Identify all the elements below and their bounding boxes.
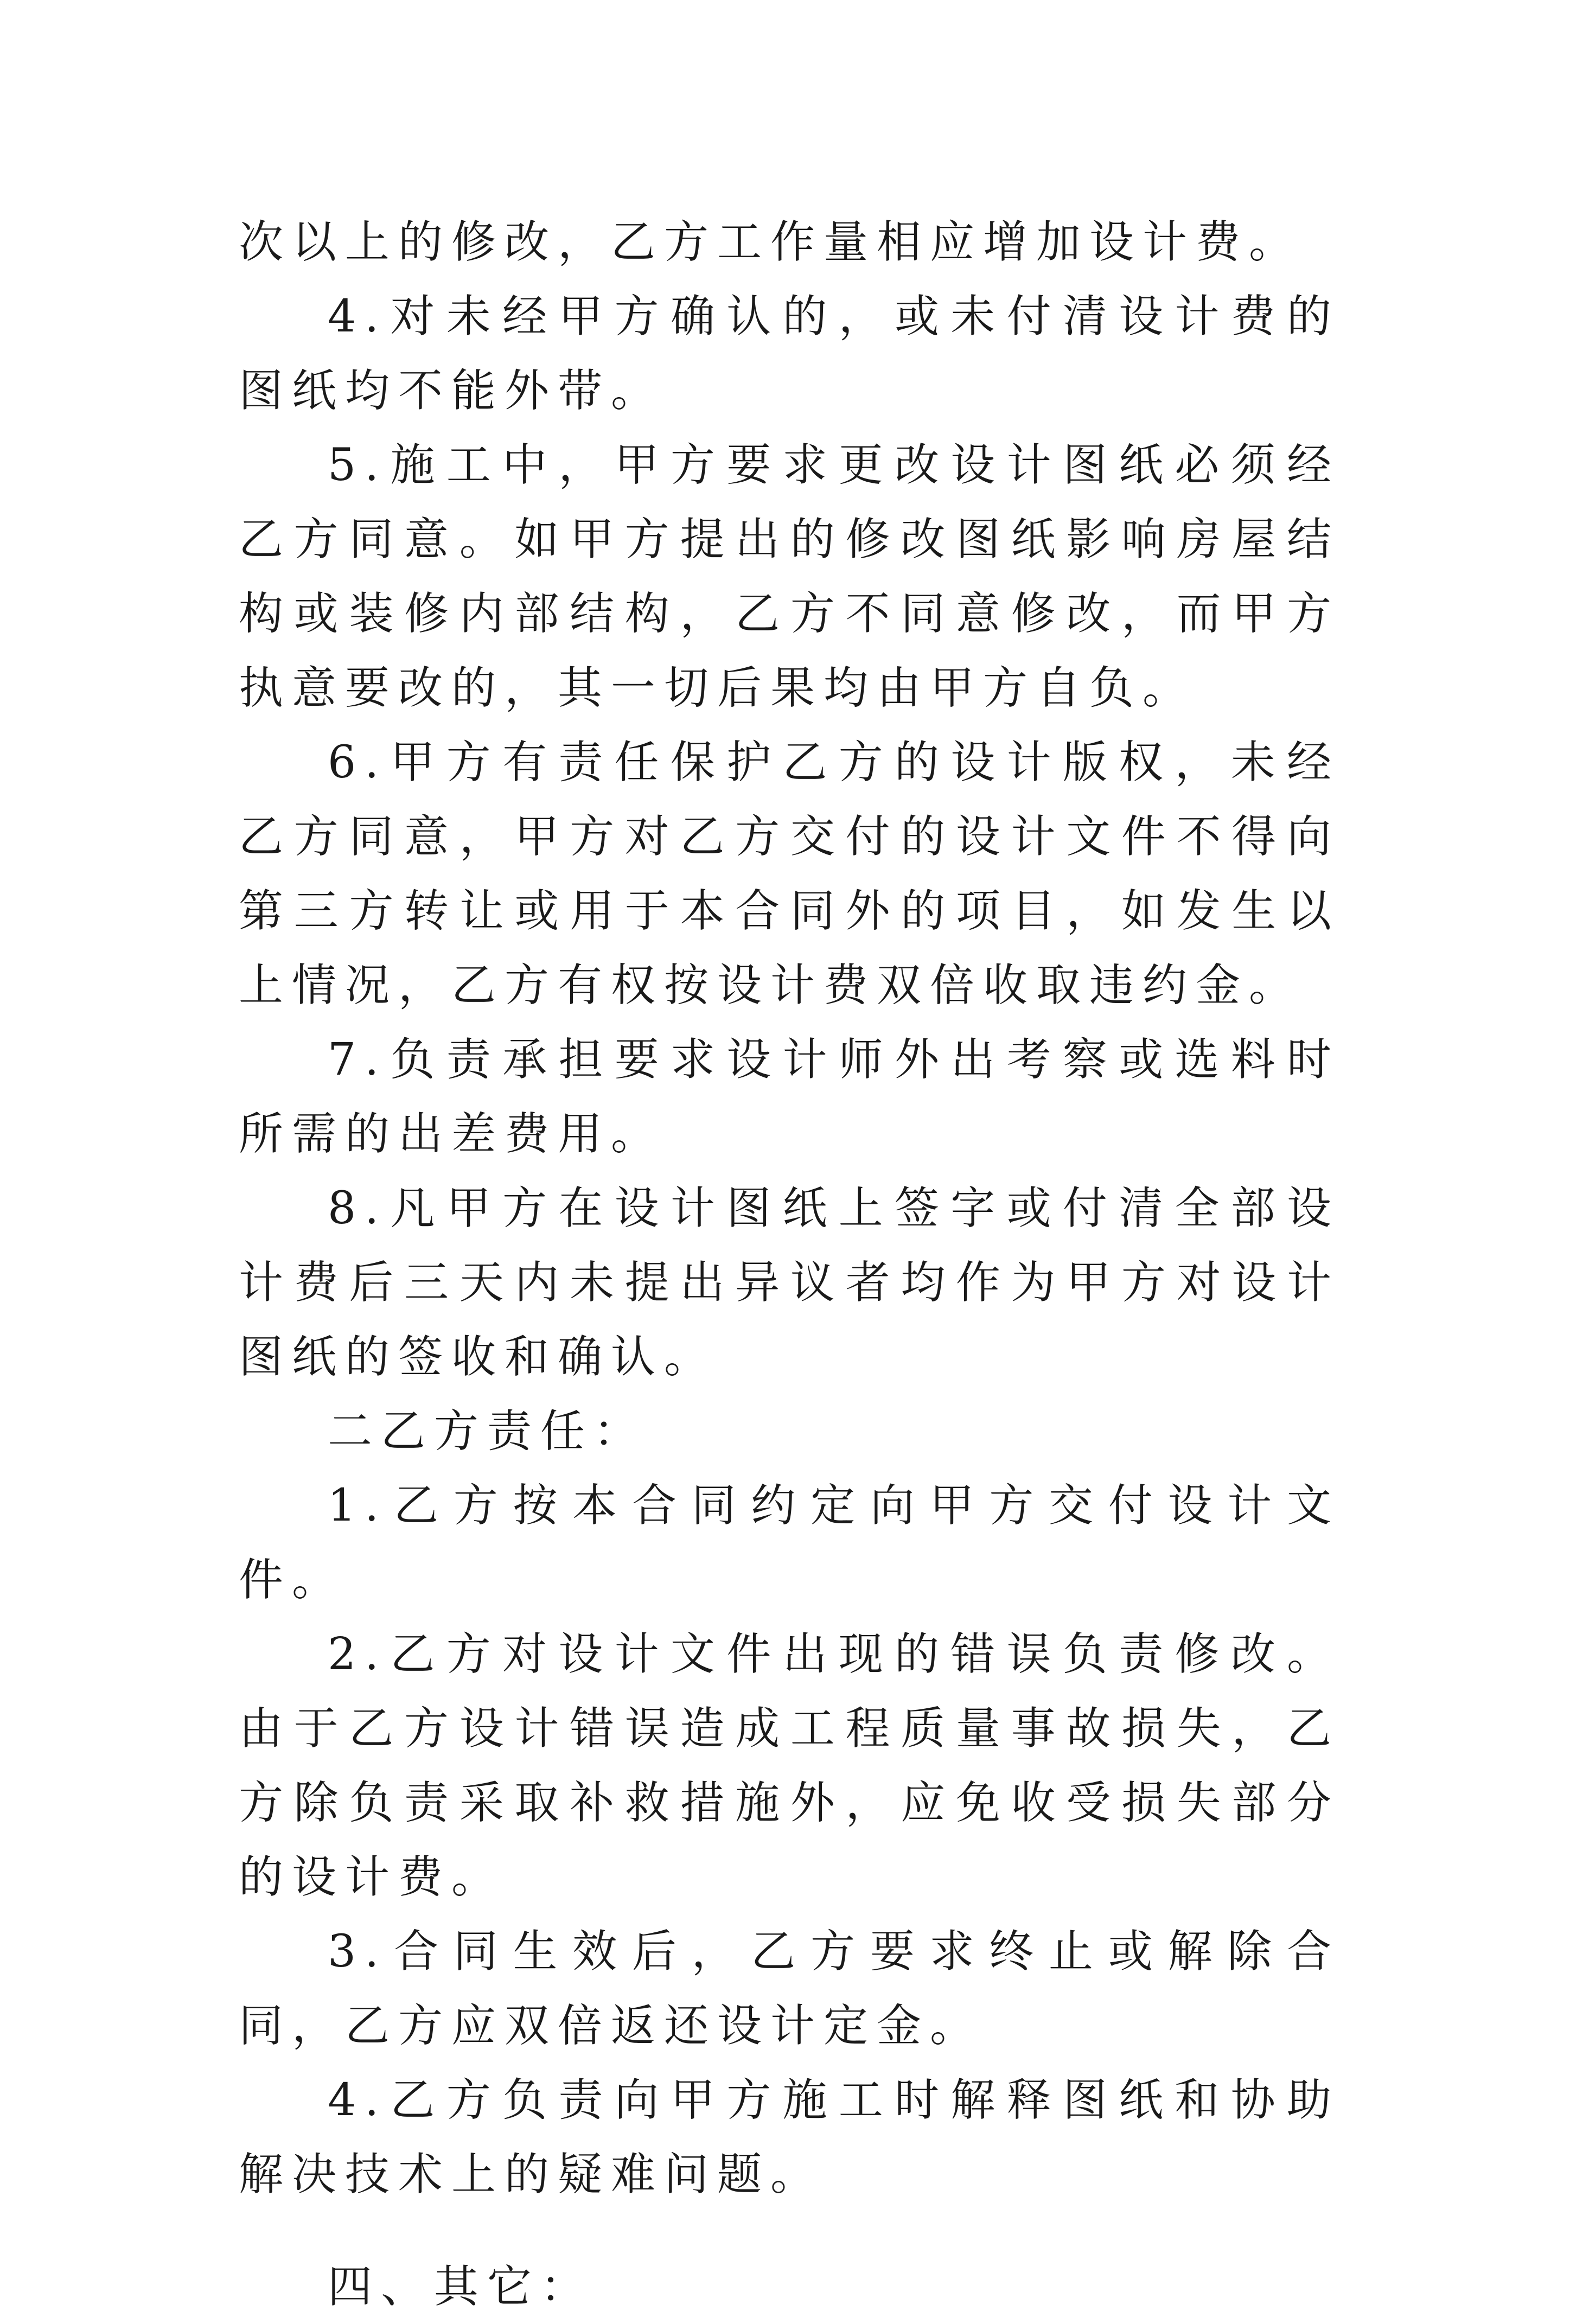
clause-b1: 1.乙方按本合同约定向甲方交付设计文件。: [239, 1480, 1340, 1606]
clause-a8: 8.凡甲方在设计图纸上签字或付清全部设计费后三天内未提出异议者均作为甲方对设计图纸的签收和确认。: [239, 1183, 1340, 1383]
clause-a7: 7.负责承担要求设计师外出考察或选料时所需的出差费用。: [239, 1034, 1340, 1160]
clause-a5: 5.施工中，甲方要求更改设计图纸必须经乙方同意。如甲方提出的修改图纸影响房屋结构或装修内部结构，乙方不同意修改，而甲方执意要改的，其一切后果均由甲方自负。: [239, 439, 1340, 714]
section-heading-other: 四、其它：: [328, 2261, 594, 2313]
clause-b2: 2.乙方对设计文件出现的错误负责修改。由于乙方设计错误造成工程质量事故损失，乙方除负责采取补救措施外，应免收受损失部分的设计费。: [239, 1629, 1340, 1903]
paragraph-continuation: 次以上的修改，乙方工作量相应增加设计费。: [239, 216, 1303, 268]
clause-b3: 3.合同生效后，乙方要求终止或解除合同，乙方应双倍返还设计定金。: [239, 1926, 1340, 2052]
clause-b4: 4.乙方负责向甲方施工时解释图纸和协助解决技术上的疑难问题。: [239, 2074, 1340, 2200]
clause-a6: 6.甲方有责任保护乙方的设计版权，未经乙方同意，甲方对乙方交付的设计文件不得向第三方转让或用于本合同外的项目，如发生以上情况，乙方有权按设计费双倍收取违约金。: [239, 737, 1340, 1011]
document-body: [239, 205, 1340, 2324]
clause-a4: 4.对未经甲方确认的，或未付清设计费的图纸均不能外带。: [239, 291, 1340, 417]
section-heading-party-b: 二乙方责任：: [328, 1406, 647, 1457]
